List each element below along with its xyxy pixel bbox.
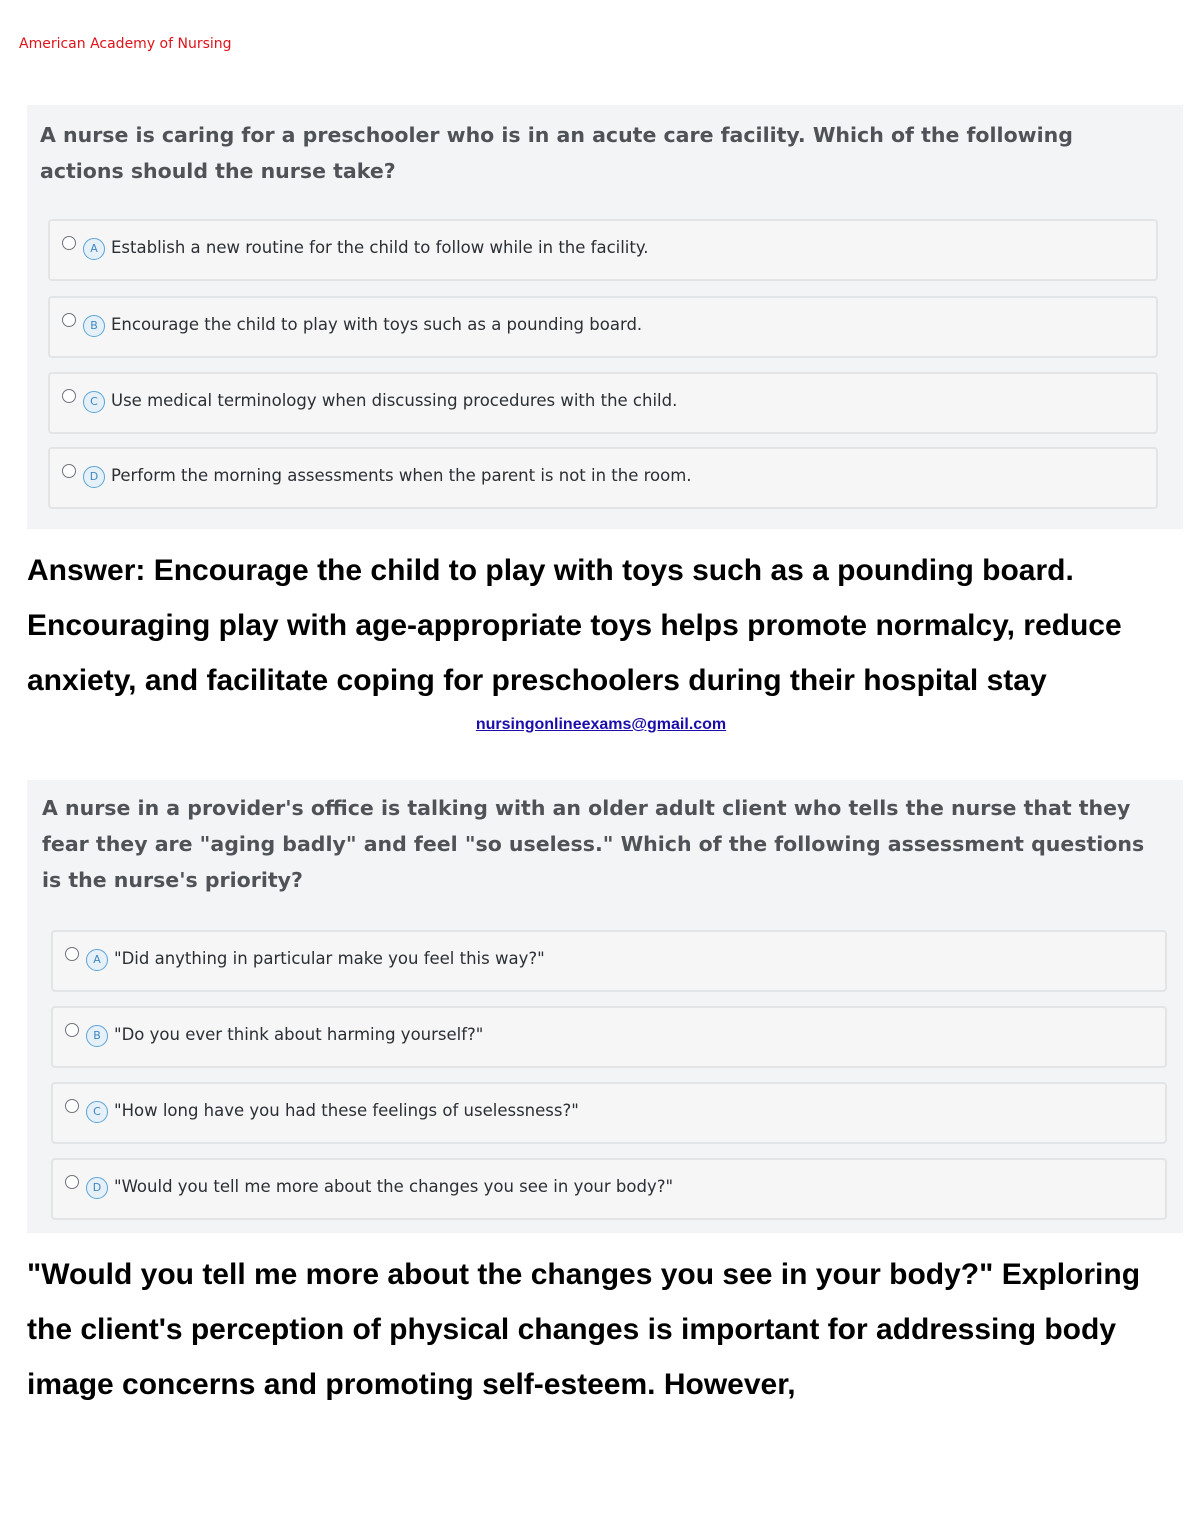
option-letter-badge: C <box>83 391 105 413</box>
option-letter-badge: C <box>86 1101 108 1123</box>
radio-button-icon[interactable] <box>62 236 76 250</box>
option-d[interactable] <box>48 447 1158 509</box>
radio-button-icon[interactable] <box>62 313 76 327</box>
option-c[interactable] <box>51 1082 1167 1144</box>
option-text: Use medical terminology when discussing procedures with the child. <box>111 391 678 410</box>
answer-explanation-2: "Would you tell me more about the changes you see in your body?" Exploring the client's perception of physical changes is important for addressing body image concerns and promoting self-esteem. However, <box>27 1258 1141 1401</box>
option-letter-badge: D <box>86 1177 108 1199</box>
option-text: Perform the morning assessments when the parent is not in the room. <box>111 466 692 485</box>
option-text: "How long have you had these feelings of uselessness?" <box>114 1101 579 1120</box>
organization-header: American Academy of Nursing <box>19 36 232 52</box>
answer-explanation-1: Answer: Encourage the child to play with toys such as a pounding board. Encouraging play with age-appropriate toys helps promote normalcy, reduce anxiety, and facilitate coping for preschoolers during their hospital stay <box>27 554 1122 697</box>
option-text: "Do you ever think about harming yourself?" <box>114 1025 484 1044</box>
option-b[interactable] <box>48 296 1158 358</box>
option-text: Establish a new routine for the child to follow while in the facility. <box>111 238 649 257</box>
option-a[interactable] <box>51 930 1167 992</box>
option-letter-badge: B <box>86 1025 108 1047</box>
option-text: "Would you tell me more about the changes you see in your body?" <box>114 1177 674 1196</box>
option-c[interactable] <box>48 372 1158 434</box>
option-a[interactable] <box>48 219 1158 281</box>
radio-button-icon[interactable] <box>65 1099 79 1113</box>
option-letter-badge: B <box>83 315 105 337</box>
option-letter-badge: A <box>86 949 108 971</box>
contact-email-link[interactable]: nursingonlineexams@gmail.com <box>475 716 727 733</box>
option-text: "Did anything in particular make you feel this way?" <box>114 949 545 968</box>
radio-button-icon[interactable] <box>65 1023 79 1037</box>
radio-button-icon[interactable] <box>65 947 79 961</box>
radio-button-icon[interactable] <box>62 389 76 403</box>
radio-button-icon[interactable] <box>65 1175 79 1189</box>
option-b[interactable] <box>51 1006 1167 1068</box>
question-text: A nurse in a provider's office is talking with an older adult client who tells the nurse that they fear they are "aging badly" and feel "so useless." Which of the following assessment questions is the nurse's priority? <box>42 796 1145 892</box>
option-d[interactable] <box>51 1158 1167 1220</box>
question-text: A nurse is caring for a preschooler who is in an acute care facility. Which of the following actions should the nurse take? <box>40 123 1073 183</box>
option-text: Encourage the child to play with toys such as a pounding board. <box>111 315 643 334</box>
question-card-2 <box>27 780 1183 1233</box>
question-card-1 <box>27 105 1183 529</box>
option-letter-badge: D <box>83 466 105 488</box>
radio-button-icon[interactable] <box>62 464 76 478</box>
option-letter-badge: A <box>83 238 105 260</box>
